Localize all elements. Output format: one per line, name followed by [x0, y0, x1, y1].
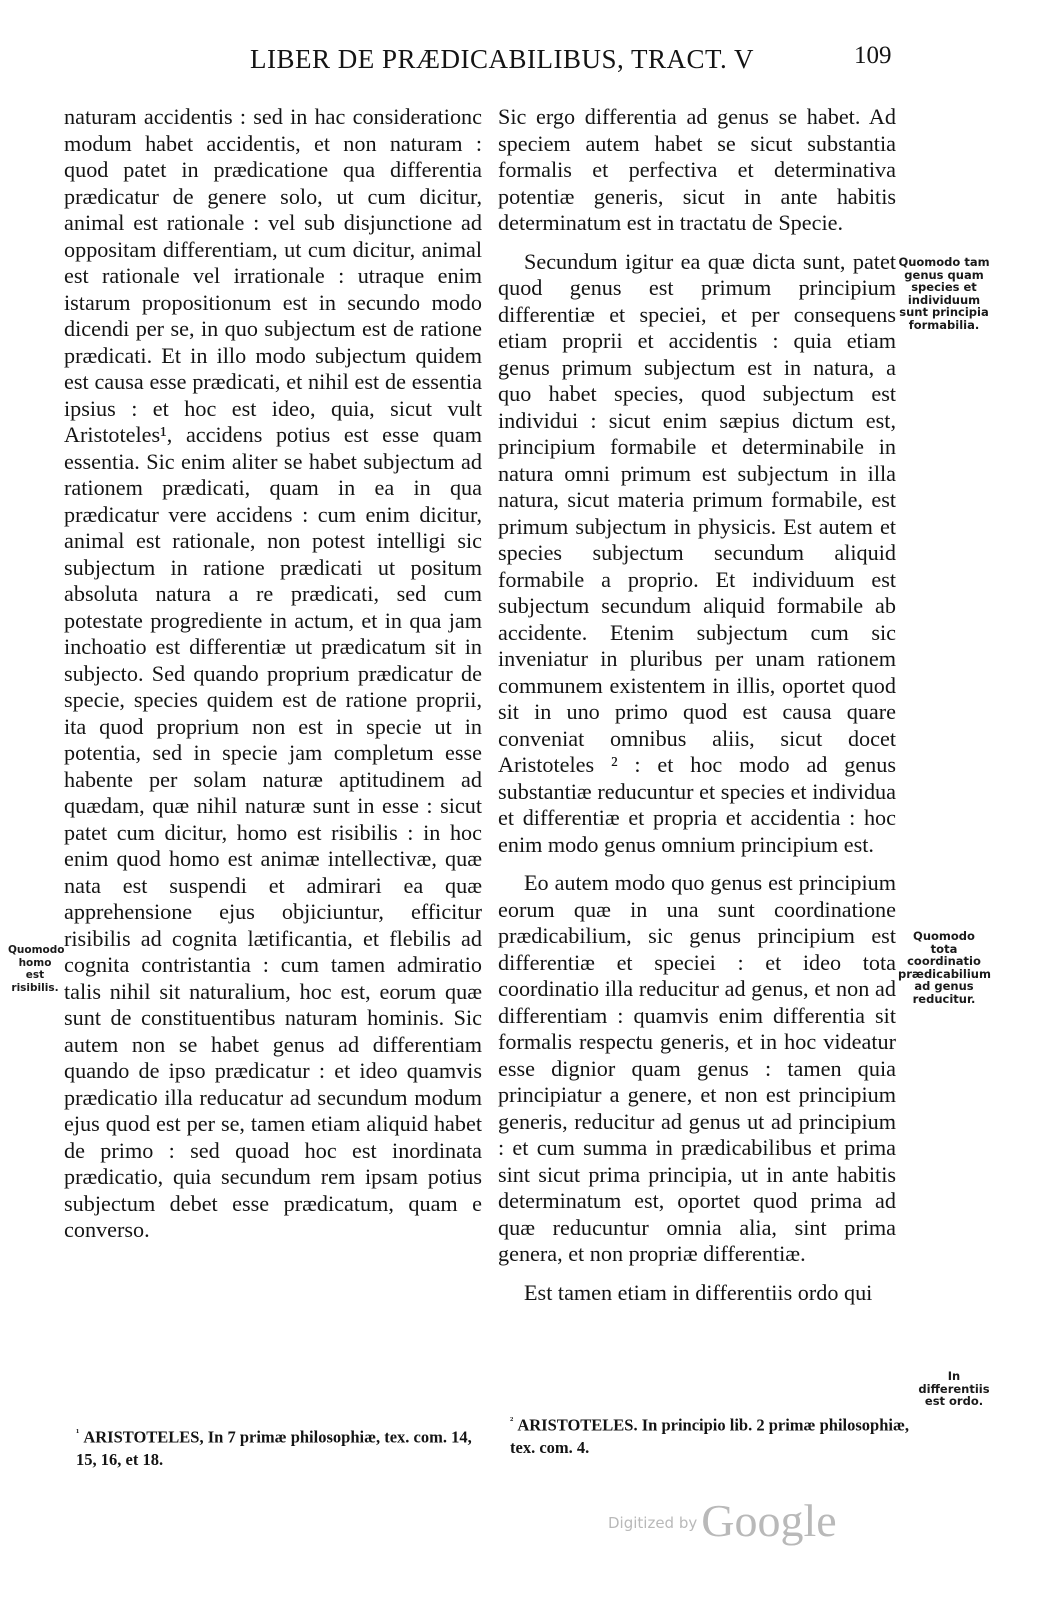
- digitized-watermark: [608, 1494, 837, 1547]
- left-paragraph-1: naturam accidentis : sed in hac considerationc modum habet accidentis, et non naturam : quod patet in prædicatione qua differentia prædicatur de genere solo, ut cum dicitur, animal est rationale : vel sub disjunctione ad oppositam differentiam, ut cum dicitur, animal est rationale vel irrationale : utraque enim istarum propositionum est in secundo modo dicendi per se, in quo subjectum est de ratione prædicati. Et in illo modo subjectum quidem est causa esse prædicati, et nihil est de essentia ipsius : et hoc est ideo, quia, sicut vult Aristoteles¹, accidens potius est esse quam essentia. Sic enim aliter se habet subjectum ad rationem prædicati, quam in ea in qua prædicatur vere accidens : cum enim dicitur, animal est rationale, non potest intelligi sic subjectum in ratione prædicati ut positum absoluta natura a re prædicati, sed cum potestate progrediente in actum, et in qua jam inchoatio est differentiæ ut prædicatum sit in subjecto. Sed quando proprium prædicatur de specie, species quidem est de ratione proprii, ita quod proprium non est in specie ut in potentia, sed in specie jam completum esse habente per solam naturæ aptitudinem ad quædam, quæ nihil naturæ sunt in esse : sicut patet cum dicitur, homo est risibilis : in hoc enim quod homo est animæ intellectivæ, quæ nata est suspendi et admirari ea quæ apprehensione ejus objiciuntur, efficitur risibilis ad cognita lætificantia, et flebilis ad cognita contristantia : cum tamen admiratio talis nihil sit naturalium, hoc est, eorum quæ sunt de constituentibus naturam hominis. Sic autem non se habet genus ad differentiam quando de ipso prædicatur : et ideo quamvis prædicatio illa reducatur ad secundum modum ejus quod est per se, tamen etiam aliquid habet de primo : sed quoad hoc est inordinata prædicatio, quia secundum rem ipsam potius subjectum debet esse prædicatum, quam e converso.: [64, 104, 482, 1242]
- right-column: [498, 104, 896, 1318]
- right-paragraph-3: Eo autem modo quo genus est principium eorum quæ in una sunt coordinatione prædicabilium, sic genus principium est differentiæ et speciei : et ideo tota coordinatio illa reducitur ad genus, et non ad differentiam : quamvis enim differentia sit formalis respectu generis, et in hoc videatur esse dignior quam genus : tamen quia principiatur a genere, et non est principium generis, reducitur ad genus ut ad principium : et cum summa in prædicabilibus et prima sint sicut prima principia, ut in ante habitis determinatum est, oportet quod prima ad quæ reducuntur omnia alia, sint prima genera, et non propriæ differentiæ.: [498, 870, 896, 1266]
- footnote-text: ARISTOTELES, In 7 primæ philosophiæ, tex. com. 14, 15, 16, et 18.: [76, 1427, 472, 1469]
- footnote-text: ARISTOTELES. In principio lib. 2 primæ philosophiæ, tex. com. 4.: [510, 1415, 910, 1457]
- sidenote-homo-risibilis: Quomodo homo est risibilis.: [8, 944, 65, 994]
- running-title: LIBER DE PRÆDICABILIBUS, TRACT. V: [250, 44, 755, 74]
- watermark-prefix: Digitized by: [608, 1514, 698, 1532]
- sidenote-differentiis-ordo: In differentiis est ordo.: [918, 1369, 990, 1408]
- watermark-brand: Google: [701, 1495, 837, 1546]
- right-paragraph-2: Secundum igitur ea quæ dicta sunt, patet quod genus est primum principium differentiæ et speciei, et per consequens etiam proprii et accidentis : quia etiam genus primum subjectum est in natura, a quo habet species, quod subjectum est individui : sicut enim sæpius dictum est, principium formabile et determinabile in natura omni primum est subjectum in illa natura, sicut materia primum formabile, est primum subjectum in physicis. Est autem et species subjectum secundum aliquid formabile a proprio. Et individuum est subjectum secundum aliquid formabile ab accidente. Etenim subjectum cum sic inveniatur in pluribus per unam rationem communem existentem in illis, oportet quod sit in uno primo quod est causa quare conveniat omnibus aliis, sicut docet Aristoteles ² : et hoc modo ad genus substantiæ reducuntur et species et individua et differentiæ et propria et accidentia : hoc enim modo genus omnium principium est.: [498, 248, 896, 857]
- footnote-right: [510, 1410, 910, 1459]
- sidenote-genus-principia: Quomodo tam genus quam species et individuum sunt principia formabilia.: [898, 255, 990, 332]
- right-paragraph-1: Sic ergo differentia ad genus se habet. Ad speciem autem habet se sicut substantia formalis et perfectiva et determinativa potentiæ generis, sicut in ante habitis determinatum est in tractatu de Specie.: [498, 104, 896, 235]
- page-number: 109: [854, 42, 892, 69]
- right-paragraph-4: Est tamen etiam in differentiis ordo qui: [524, 1279, 873, 1305]
- sidenote-coordinatio: Quomodo tota coordinatio prædicabilium ad genus reducitur.: [898, 929, 991, 1006]
- footnote-marker: ²: [510, 1415, 514, 1427]
- left-column: [64, 104, 482, 1256]
- footnote-left: [76, 1422, 486, 1471]
- footnote-marker: ¹: [76, 1427, 80, 1439]
